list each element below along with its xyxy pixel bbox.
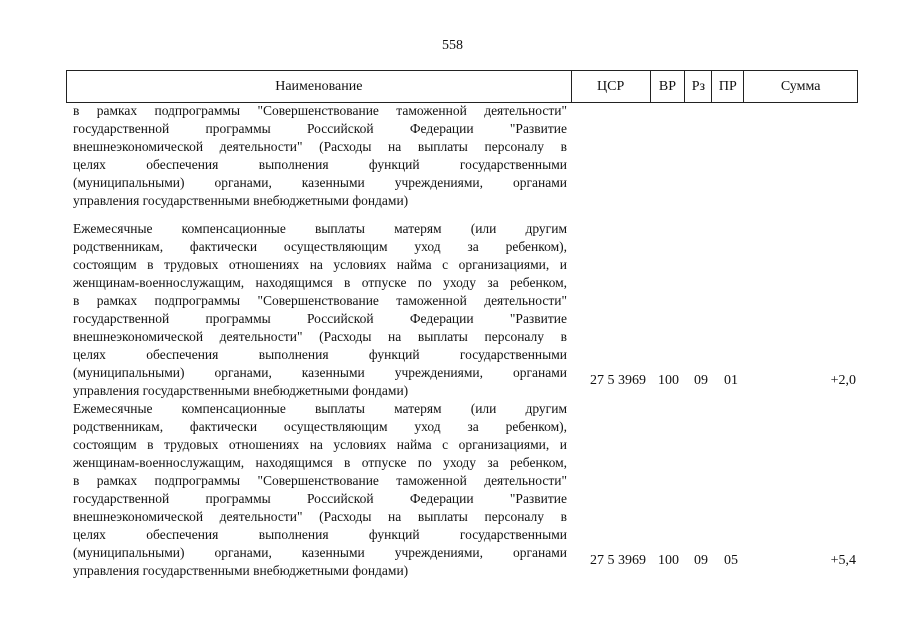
table-row-continuation [73, 102, 567, 210]
header-csr: ЦСР [571, 71, 650, 102]
row-text-line: женщинам-военнослужащим, находящимся в отпуске по уходу за ребенком, [73, 275, 567, 290]
row-text-line: государственной программы Российской Федерации "Развитие [73, 491, 567, 506]
row-2-vr: 100 [658, 553, 679, 568]
row-1-rz: 09 [694, 373, 708, 388]
table-row-1-name [73, 220, 567, 400]
table-header [66, 70, 858, 103]
row-1-pr: 01 [724, 373, 738, 388]
row-text-line: внешнеэкономической деятельности" (Расходы на выплаты персоналу в [73, 329, 567, 344]
row-text-line: целях обеспечения выполнения функций государственными [73, 527, 567, 542]
header-name: Наименование [275, 78, 363, 94]
row-1-vr: 100 [658, 373, 679, 388]
row-text-line: Ежемесячные компенсационные выплаты матерям (или другим [73, 401, 567, 416]
row-2-csr: 27 5 3969 [590, 553, 646, 568]
row-text-line: состоящим в трудовых отношениях на условиях найма с организациями, и [73, 437, 567, 452]
row-1-sum: +2,0 [830, 373, 856, 388]
row-text-line: в рамках подпрограммы "Совершенствование таможенной деятельности" [73, 103, 567, 118]
row-text-line: целях обеспечения выполнения функций государственными [73, 347, 567, 362]
row-text-line: состоящим в трудовых отношениях на условиях найма с организациями, и [73, 257, 567, 272]
row-2-rz: 09 [694, 553, 708, 568]
header-sum: Сумма [743, 71, 857, 102]
row-text-line: в рамках подпрограммы "Совершенствование таможенной деятельности" [73, 293, 567, 308]
header-pr: ПР [711, 71, 743, 102]
row-text-line: родственникам, фактически осуществляющим уход за ребенком), [73, 239, 567, 254]
row-text-line: женщинам-военнослужащим, находящимся в отпуске по уходу за ребенком, [73, 455, 567, 470]
row-text-line: (муниципальными) органами, казенными учреждениями, органами [73, 545, 567, 560]
row-text-line: государственной программы Российской Федерации "Развитие [73, 121, 567, 136]
row-text-line: внешнеэкономической деятельности" (Расходы на выплаты персоналу в [73, 139, 567, 154]
row-text-line: родственникам, фактически осуществляющим уход за ребенком), [73, 419, 567, 434]
row-text-line: (муниципальными) органами, казенными учреждениями, органами [73, 175, 567, 190]
row-text-line: (муниципальными) органами, казенными учреждениями, органами [73, 365, 567, 380]
row-2-pr: 05 [724, 553, 738, 568]
header-rz: Рз [684, 71, 711, 102]
page-number: 558 [442, 38, 463, 53]
header-vr: ВР [650, 71, 685, 102]
row-text-line: управления государственными внебюджетными фондами) [73, 383, 409, 398]
row-text-line: целях обеспечения выполнения функций государственными [73, 157, 567, 172]
row-1-csr: 27 5 3969 [590, 373, 646, 388]
table-row-2-name [73, 400, 567, 580]
row-text-line: в рамках подпрограммы "Совершенствование таможенной деятельности" [73, 473, 567, 488]
row-text-line: Ежемесячные компенсационные выплаты матерям (или другим [73, 221, 567, 236]
row-text-line: внешнеэкономической деятельности" (Расходы на выплаты персоналу в [73, 509, 567, 524]
row-text-line: государственной программы Российской Федерации "Развитие [73, 311, 567, 326]
row-2-sum: +5,4 [830, 553, 856, 568]
row-text-line: управления государственными внебюджетными фондами) [73, 193, 409, 208]
row-text-line: управления государственными внебюджетными фондами) [73, 563, 409, 578]
